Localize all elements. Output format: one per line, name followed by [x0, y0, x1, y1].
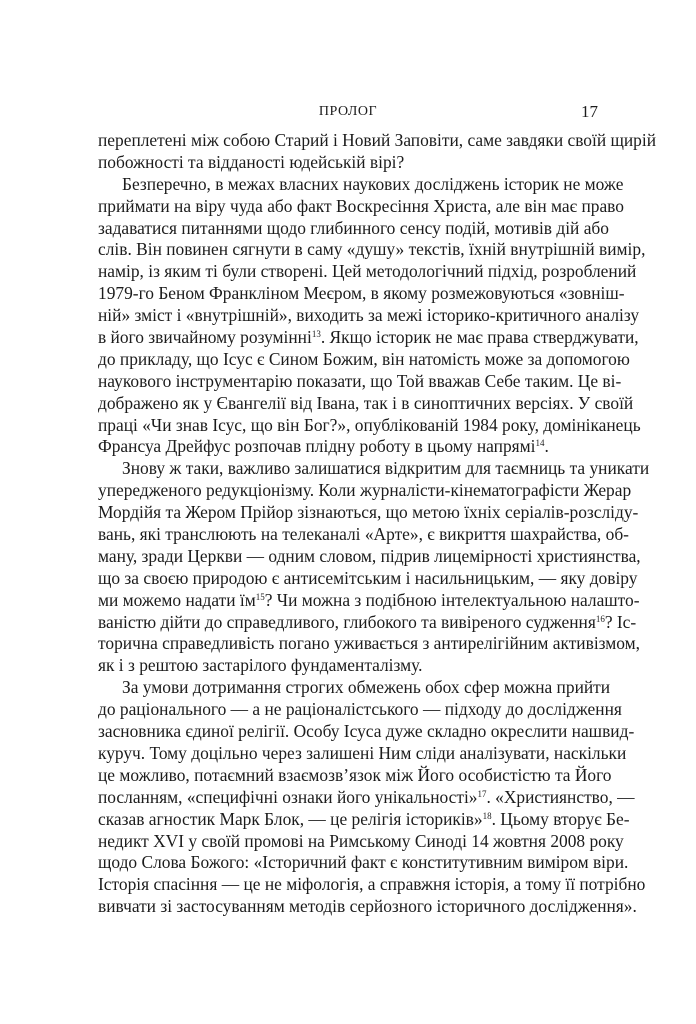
running-title: ПРОЛОГ — [318, 104, 378, 119]
text-line: Знову ж таки, важливо залишатися відкритим для таємниць та уникати — [122, 458, 650, 479]
text-line: переплетені між собою Старий і Новий Заповіти, саме завдяки своїй щирій — [98, 130, 657, 150]
text-line: як і з рештою застарілого фундаменталізму. — [98, 655, 423, 676]
text-line: ми можемо надати $їм^{15}$? Чи можна з подібною інтелектуальною налашто- — [98, 589, 640, 610]
paragraph — [98, 677, 646, 918]
running-head — [98, 102, 598, 124]
paragraph — [98, 458, 650, 677]
text-line: посланням, «специфічні ознаки його унікальності»$^{17}$. «Християнство, — — [98, 786, 635, 807]
text-line: це можливо, потаємний взаємозв’язок між Його особистістю та Його — [98, 764, 612, 785]
text-line: ману, зради Церкви — одним словом, підрив лицемірності християнства, — [98, 545, 641, 566]
footnote-ref: 16 — [595, 613, 605, 624]
text-line: задаватися питаннями щодо глибинного сенсу подій, мотивів дій або — [98, 217, 609, 238]
footnote-ref: 17 — [477, 788, 487, 799]
footnote-ref: 14 — [535, 438, 545, 449]
text-line: 1979-го Беном Франкліном Меєром, в якому розмежовуються «зовніш- — [98, 283, 625, 304]
text-line: сказав агностик Марк Блок, — це релігія істориків»$^{18}$. Цьому вторує Бе- — [98, 808, 630, 829]
text-line: Франсуа Дрейфус розпочав плідну роботу в цьому напрямі$^{14}$. — [98, 436, 549, 457]
text-line: куруч. Тому доцільно через залишені Ним сліди аналізувати, наскільки — [98, 742, 627, 763]
text-line: ній» зміст і «внутрішній», виходить за межі історико-критичного аналізу — [98, 305, 640, 326]
text-line: вань, які транслюють на телеканалі «Арте», є викриття шахрайства, об- — [98, 524, 629, 545]
text-line: Безперечно, в межах власних наукових досліджень історик не може — [122, 173, 624, 194]
text-line: до прикладу, що Ісус є Сином Божим, він натомість може за допомогою — [98, 348, 630, 369]
page-number: 17 — [581, 102, 598, 121]
text-line: Мордійя та Жером Прійор зізнаються, що метою їхніх серіалів-розсліду- — [98, 502, 639, 523]
text-line: Історія спасіння — це не міфологія, а справжня історія, а тому її потрібно — [98, 874, 646, 895]
text-line: праці «Чи знав Ісус, що він Бог?», опублікованій 1984 року, домініканець — [98, 414, 641, 435]
footnote-ref: 15 — [255, 591, 265, 602]
text-line: вивчати зі застосуванням методів серйозного історичного дослідження». — [98, 896, 637, 917]
text-line: засновника єдиної релігії. Особу Ісуса дуже складно окреслити нашвид- — [98, 721, 635, 742]
text-line: За умови дотримання строгих обмежень обох сфер можна прийти — [122, 677, 611, 698]
text-line: приймати на віру чуда або факт Воскресіння Христа, але він має право — [98, 195, 624, 216]
text-line: слів. Він повинен сягнути в саму «душу» текстів, їхній внутрішній вимір, — [98, 239, 646, 260]
text-line: в його звичайному розумінні$^{13}$. Якщо історик не має права стверджувати, — [98, 327, 639, 348]
text-line: щодо Слова Божого: «Історичний факт є конститутивним виміром віри. — [98, 852, 629, 873]
text-line: упередженого редукціонізму. Коли журналісти-кінематографісти Жерар — [98, 480, 632, 501]
paragraph — [98, 173, 646, 459]
text-line: ваністю дійти до справедливого, глибокого та вивіреного судження$^{16}$? Іс- — [98, 611, 637, 632]
text-line: до раціонального — а не раціоналістського — підходу до дослідження — [98, 699, 622, 720]
text-line: дображено як у Євангелії від Івана, так і в синоптичних версіях. У своїй — [98, 392, 634, 413]
text-line: торична справедливість погано уживається з антирелігійним активізмом, — [98, 633, 640, 654]
text-line: намір, із яким ті були створені. Цей методологічний підхід, розроблений — [98, 261, 637, 282]
text-line: наукового інструментарію показати, що Той вважав Себе таким. Це ві- — [98, 370, 622, 391]
text-line: побожності та відданості юдейській вірі? — [98, 151, 405, 172]
text-line: недикт XVI у своїй промові на Римському Синоді 14 жовтня 2008 року — [98, 830, 624, 851]
body-text — [98, 130, 657, 918]
footnote-ref: 13 — [311, 329, 321, 340]
paragraph — [98, 130, 657, 174]
text-line: що за своєю природою є антисемітським і насильницьким, — яку довіру — [98, 567, 638, 588]
footnote-ref: 18 — [482, 810, 492, 821]
